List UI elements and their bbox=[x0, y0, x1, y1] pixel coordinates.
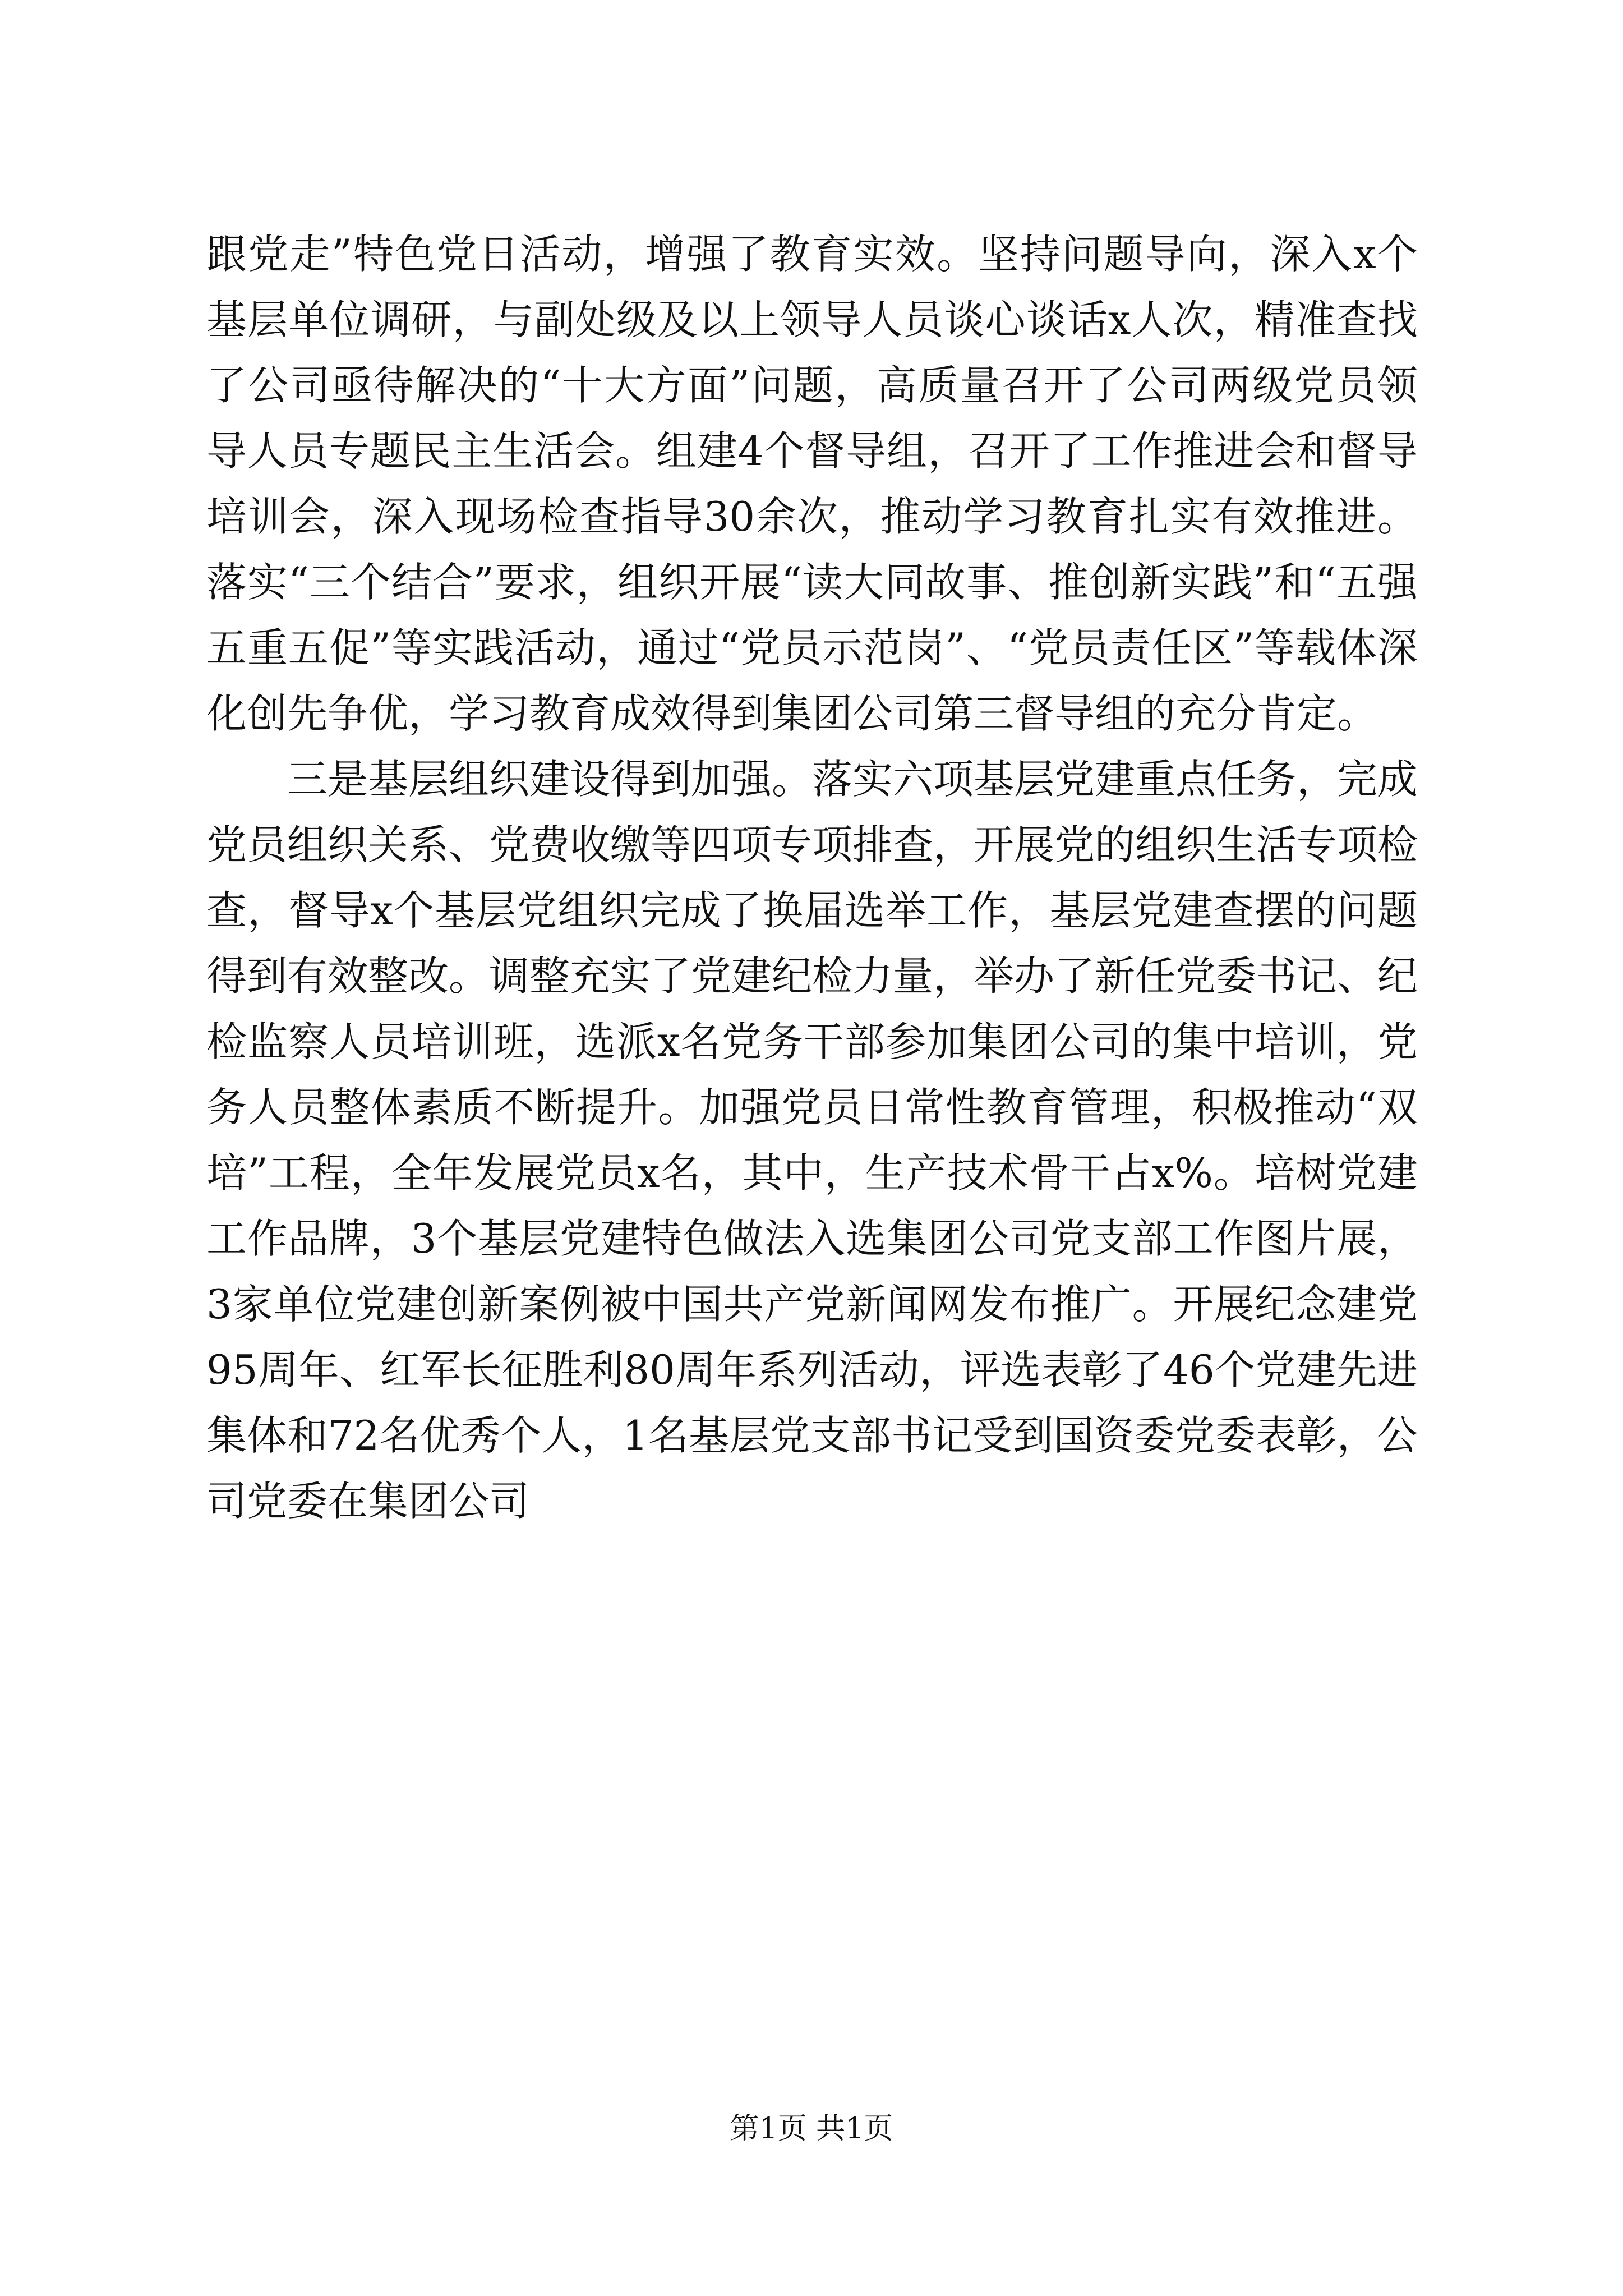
paragraph-continued: 跟党走”特色党日活动，增强了教育实效。坚持问题导向，深入x个基层单位调研，与副处级及以上领导人员谈心谈话x人次，精准查找了公司亟待解决的“十大方面”问题，高质量召开了公司两级党员领导人员专题民主生活会。组建4个督导组，召开了工作推进会和督导培训会，深入现场检查指导30余次，推动学习教育扎实有效推进。落实“三个结合”要求，组织开展“读大同故事、推创新实践”和“五强五重五促”等实践活动，通过“党员示范岗”、“党员责任区”等载体深化创先争优，学习教育成效得到集团公司第三督导组的充分肯定。 bbox=[206, 231, 1418, 737]
page-number-footer: 第1页 共1页 bbox=[730, 2112, 893, 2146]
paragraph-grassroots-organization: 三是基层组织建设得到加强。落实六项基层党建重点任务，完成党员组织关系、党费收缴等四项专项排查，开展党的组织生活专项检查，督导x个基层党组织完成了换届选举工作，基层党建查摆的问题得到有效整改。调整充实了党建纪检力量，举办了新任党委书记、纪检监察人员培训班，选派x名党务干部参加集团公司的集中培训，党务人员整体素质不断提升。加强党员日常性教育管理，积极推动“双培”工程，全年发展党员x名，其中，生产技术骨干占x%。培树党建工作品牌，3个基层党建特色做法入选集团公司党支部工作图片展，3家单位党建创新案例被中国共产党新闻网发布推广。开展纪念建党95周年、红军长征胜利80周年系列活动，评选表彰了46个党建先进集体和72名优秀个人，1名基层党支部书记受到国资委党委表彰，公司党委在集团公司 bbox=[206, 756, 1418, 1525]
document-body bbox=[206, 222, 1418, 1534]
